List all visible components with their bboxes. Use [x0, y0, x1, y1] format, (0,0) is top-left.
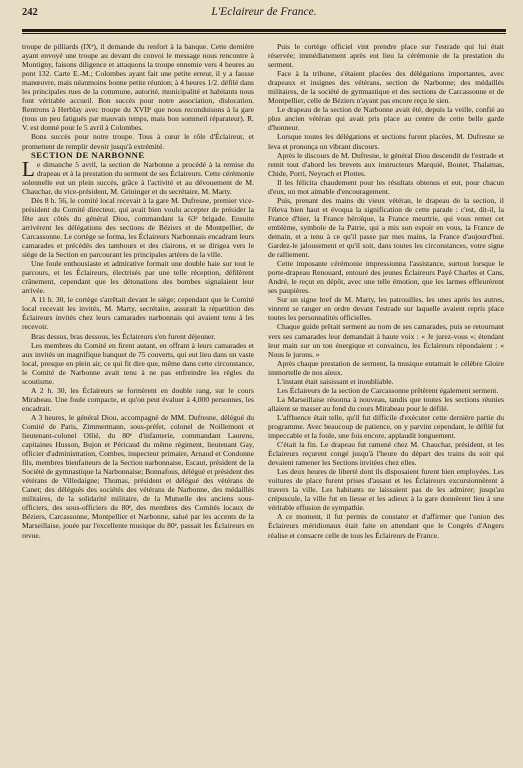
article-paragraph: Les membres du Comité en firent autant, en offrant à leurs camarades et aux invités un magnifique banquet de 75 couverts, qui eut lieu dans un vaste local, presque en plein air, ce qui fit dire que, même dans cette circonstance, le Comité de Narbonne avait tenu à ne pas enfreindre les règles du scoutisme. — [22, 340, 254, 386]
article-paragraph: Puis le cortège officiel vint prendre place sur l'estrade qui lui était réservée; immédiatement après eut lieu la cérémonie de la prestation du serment. — [268, 42, 504, 70]
article-paragraph: Chaque guide prêtait serment au nom de ses camarades, puis se retournant vers ses camarades leur demandait à haute voix : « Je jurez-vous »; étendant leur main sur un ton énergique et convaincu, les Éclaireurs répondaient : « Nous le jurons. » — [268, 322, 504, 359]
article-paragraph: Bras dessus, bras dessous, les Éclaireurs s'en furent déjeuner. — [31, 331, 216, 341]
article-paragraph-text: e dimanche 5 avril, la section de Narbonne a procédé à la remise du drapeau et à la prestation du serment de ses Éclaireurs. Cette cérémonie solennelle eut un plein succès, grâce à l'activité et au dévouement de M. Chauchar, du vice-président, M. Grininger et du secrétaire, M. Marty. — [22, 159, 254, 196]
article-paragraph: Après le discours de M. Dufresne, le général Diou descendit de l'estrade et remit tout d'abord les brevets aux instructeurs Marquié, Boutet, Thalamas, Chide, Porri, Neyrach et Plottes. — [268, 150, 504, 178]
page-header — [22, 7, 506, 25]
article-paragraph: Après chaque prestation de serment, la musique entamait le célèbre Gloire immortelle de nos aïeux. — [268, 358, 504, 377]
article-paragraph: La Marseillaise résonna à nouveau, tandis que toutes les sections réunies allaient se masser au fond du cours Mirabeau pour le défilé. — [268, 394, 504, 413]
drop-cap: L — [22, 156, 35, 181]
page-number: 242 — [22, 7, 38, 18]
article-paragraph: L'instant était saisissant et inoubliable. — [277, 376, 394, 386]
header-rule — [22, 29, 506, 32]
article-paragraph: Une foule enthousiaste et admirative formait une double haie sur tout le parcours, et les Éclaireurs, électrisés par une telle réception, défilèrent crânement, cependant que les détonations des bombes signalaient leur arrivée. — [22, 259, 254, 296]
article-paragraph: A 11 h. 30, le cortège s'arrêtait devant le siège; cependant que le Comité local recevait les invités, M. Marty, secrétaire, assurait la répartition des Éclaireurs invités chez leurs camarades narbonnais qui avaient tenu à les recevoir. — [22, 295, 254, 332]
section-heading: SECTION DE NARBONNE — [31, 149, 145, 160]
article-paragraph: A 2 h. 30, les Éclaireurs se formèrent en double rang, sur le cours Mirabeau. Une foule compacte, et qu'on peut évaluer à 4,000 personnes, les encadrait. — [22, 385, 254, 413]
article-paragraph: Il les félicita chaudement pour les résultats obtenus et eut, pour chacun d'eux, un mot aimable d'encouragement. — [268, 177, 504, 196]
article-paragraph: L'affluence était telle, qu'il fut difficile d'exécuter cette dernière partie du programme. Avec beaucoup de patience, on y parvint cependant, le défilé fut impeccable et la foule, une fois encore, applaudit longuement. — [268, 412, 504, 441]
article-paragraph: Le drapeau de la section de Narbonne avait été, depuis la veille, confié au plus ancien vétéran qui avait pris place au centre de cette belle garde d'honneur. — [268, 105, 504, 133]
article-paragraph: troupe de pilliards (IXᵉ), il demande du renfort à la banque. Cette dernière ayant envoyé une troupe au devant du convoi le message nous rencontre à Montigny, faisons diligence et attaquons la troupe ennemie vers 4 heures au pont 132. Carte E.-M.; Colombes ayant fait une petite erreur, il y a fausse manœuvre, mais néanmoins bonne petite réunion; à 4 heures 1/2. défilé dans les principales rues de la commune, autorité, municipalité et habitants nous font véritable accueil. Bon succès pour notre association, dislocation. Rentrons à Herblay avec troupe du XVIIᵉ que nous reconduisons à la gare (tous un peu fatigués par mauvais temps, mais bon sommeil réparateur). R. V. est donné pour le 5 avril à Colombes. — [22, 42, 254, 133]
left-column — [22, 42, 254, 540]
article-paragraph: Sur un signe bref de M. Marty, les patrouilles, les unes après les autres, vinrent se ranger en ordre devant l'estrade sur laquelle avaient repris place toutes les personnalités officielles. — [268, 295, 504, 323]
article-paragraph: Lorsque toutes les délégations et sections furent placées, M. Dufresne se leva et prononça un vibrant discours. — [268, 132, 504, 151]
article-paragraph: A ce moment, il fut permis de constater et d'affirmer que l'union des Éclaireurs méridionaux était faite en attendant que le Congrès d'Angers réalise et consacre celle de tous les Éclaireurs de France. — [268, 512, 504, 540]
article-paragraph: Cette imposante cérémonie impressionna l'assistance, surtout lorsque le porte-drapeau Renouard, entouré des jeunes Éclaireurs Payé Charles et Cans, André, le reçut en dépôt, avec une telle émotion, que les larmes effleurèrent ses paupières. — [268, 259, 504, 296]
article-paragraph: Face à la tribune, s'étaient placées des délégations importantes, avec drapeaux et insignes des vétérans, section de Narbonne; des médaillés militaires, de la société de gymnastique et des sections de Carcassonne et de Montpellier, celle de Béziers n'ayant pas encore reçu le sien. — [268, 69, 504, 106]
article-paragraph-dropcap — [22, 156, 254, 196]
article-paragraph: Bons succès pour notre troupe. Tous à cœur le rôle d'Éclaireur, et promettent de remplir devoir jusqu'à extrémité. — [22, 132, 254, 151]
article-paragraph: Les deux heures de liberté dont ils disposaient furent bien employées. Les voitures de place furent prises d'assaut et les Éclaireurs excursionnèrent à travers la ville. Les habitants ne laissaient pas de les admirer; jusqu'au crépuscule, la ville fut en liesse et les adieux à la gare donnèrent lieu à une véritable effusion de sympathie. — [268, 467, 504, 513]
running-title: L'Eclaireur de France. — [211, 6, 317, 18]
article-paragraph: C'était la fin. Le drapeau fut ramené chez M. Chauchar, président, et les Éclaireurs reçurent congé jusqu'à l'heure du départ des trains du soir qui devaient ramener les Sections invitées chez elles. — [268, 440, 504, 468]
right-column — [268, 42, 504, 540]
article-paragraph: Dès 8 h. 56, le comité local recevait à la gare M. Dufresne, premier vice-président du Comité directeur, qui avait bien voulu accepter de présider la fête aux côtés du général Diou, commandant la 63ᵉ brigade. Ensuite arrivèrent les délégations des sections de Béziers et de Montpellier, de Carcassonne. Le cortège se forma, les Éclaireurs Narbonnais encadrant leurs camarades et précédés des tambours et des clairons, et se dirigea vers le siège de la Section en parcourant les principales artères de la ville. — [22, 195, 254, 260]
article-paragraph: Les Éclaireurs de la section de Carcassonne prêtèrent également serment. — [277, 385, 499, 395]
article-paragraph: Puis, prenant des mains du vieux vétéran, le drapeau de la section, il l'éleva bien haut et évoqua la signification de cette parade : c'est, dit-il, la France d'hier, la France héroïque, la France meurtrie, qui vous remet cet emblème, symbole de la Patrie, qui a mis son espoir en vous, la France de demain, et a tenu à ce qu'il passe par mes mains, la France d'aujourd'hui. Gardez-le jalousement et qu'il soit, dans toutes les circonstances, votre signe de ralliement. — [268, 195, 504, 260]
article-paragraph: A 3 heures, le général Diou, accompagné de MM. Dufresne, délégué du Comité de Paris, Zimmermann, sous-préfet, colonel de Noillemont et lieutenant-colonel Ollié, du 80ᵉ d'infanterie, commandant Laurens, capitaines Husson, Bujon et Péricaud du même régiment, lieutenant Gay, officier d'administration, Combes, inspecteur primaire, Arnaud et Condonne fils, membres bienfaiteurs de la Section narbonnaise, Escaut, président de la Société de gymnastique la Narbonnaise; Bonnafous, délégué et président des vétérans de Villedaigne; Thomas, président et délégué des vétérans de Canet; des délégués des sociétés des vétérans de Narbonne, des médaillés militaires, de la solidarité militaire, de la Mutuelle des anciens sous-officiers, des sous-officiers du 80ᵉ, des membres des Comités locaux de Béziers, Carcassonne, Montpellier et Narbonne, salué par les accents de la Marseillaise, jouée par l'excellente musique du 80ᵉ, passait les Éclaireurs en revue. — [22, 412, 254, 540]
